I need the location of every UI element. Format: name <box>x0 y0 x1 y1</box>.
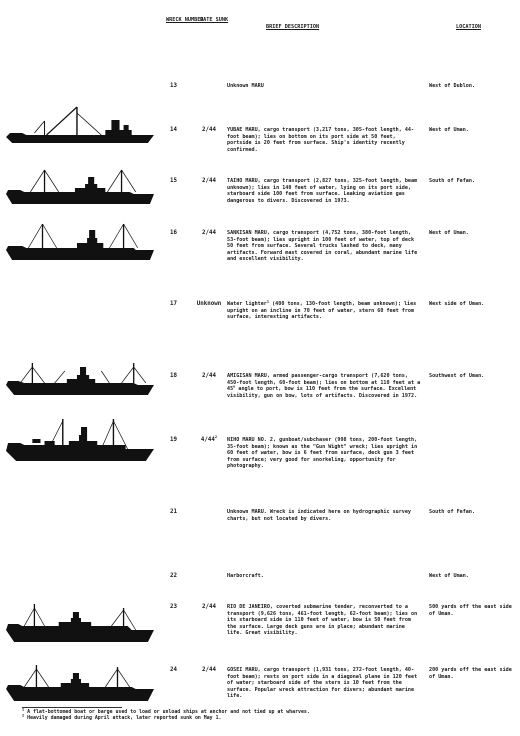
cargo-ship-silhouette-icon <box>4 218 156 266</box>
footnote-divider <box>22 707 122 708</box>
date-sunk: 2/44 <box>202 604 216 610</box>
wreck-number: 24 <box>170 667 177 673</box>
date-sunk: 2/44 <box>202 230 216 236</box>
wreck-number: 23 <box>170 604 177 610</box>
footnote-mark: 1 <box>22 707 25 712</box>
date-sunk: 2/44 <box>202 373 216 379</box>
wreck-description: Unknown MARU. Wreck is indicated here on hydrographic survey charts, but not located by divers. <box>227 509 412 522</box>
wreck-number: 21 <box>170 509 177 515</box>
wreck-number: 15 <box>170 178 177 184</box>
wreck-location: West of Uman. <box>429 127 469 133</box>
wreck-location: 500 yards off the east side of Uman. <box>429 604 512 617</box>
wreck-number: 13 <box>170 83 177 89</box>
date-sunk: 2/44 <box>202 178 216 184</box>
wreck-number: 18 <box>170 373 177 379</box>
wreck-description: YUBAE MARU, cargo transport (3,217 tons, 305-foot length, 44-foot beam); lies on bottom on its port side at 50 feet, portside is 20 feet from surface. Ship's identity recently confirmed. <box>227 127 415 153</box>
header-date-sunk: DATE SUNK <box>200 17 229 23</box>
footnote-text: Heavily damaged during April attack, later reported sunk on May 1. <box>27 715 222 721</box>
footnote-mark: 1 <box>266 299 270 304</box>
footnotes <box>22 707 502 721</box>
wreck-description: Unknown MARU <box>227 83 264 89</box>
description-prefix: AMIGISAN MARU, armed passenger-cargo transport (7,620 tons, 450-foot length, 60-foot beam); lies on bottom at 110 feet at a 45 <box>227 373 421 393</box>
wreck-description: GOSEI MARU, cargo transport (1,931 tons, 272-foot length, 40-foot beam); rests on port side in a diagonal plane in 120 feet of water; starboard side of the stern is 10 feet from the surface. Popular wreck attraction for divers; abundant marine life. <box>227 667 418 700</box>
footnote-mark: 2 <box>214 435 218 440</box>
wreck-location: 200 yards off the east side of Uman. <box>429 667 512 680</box>
date-sunk: Unknown <box>196 301 222 307</box>
footnote-mark: 2 <box>22 713 25 718</box>
wreck-description: NIHO MARU NO. 2, gunboat/subchaser (998 tons, 200-foot length, 35-foot beam); known as the "Gun Wight" wreck; lies upright in 60 feet of water, bow is 6 feet from surface, deck gun 3 feet from surface; very good for snorkeling, opportunity for photography. <box>227 437 418 470</box>
cargo-ship-silhouette-icon <box>4 164 156 212</box>
wreck-description <box>227 373 421 399</box>
date-sunk <box>196 437 222 443</box>
wreck-location: West side of Uman. <box>429 301 485 307</box>
wreck-number: 17 <box>170 301 177 307</box>
wreck-description: Harborcraft. <box>227 573 264 579</box>
wreck-location: West of Uman. <box>429 573 469 579</box>
footnote-2 <box>22 715 502 721</box>
date-value: 4/44 <box>200 437 215 443</box>
wreck-location: Southwest of Uman. <box>429 373 485 379</box>
description-rest: (400 tons, 130-foot length, beam unknown); lies upright on an incline in 70 feet of water, stern 60 feet from surface, interesting artifacts. <box>227 301 417 321</box>
header-wreck-number: WRECK NUMBER <box>166 17 204 23</box>
wreck-location: West of Uman. <box>429 230 469 236</box>
wreck-description <box>227 301 421 321</box>
wreck-description: SANKISAN MARU, cargo transport (4,752 tons, 380-foot length, 53-foot beam); lies upright in 100 feet of water, top of deck 50 feet from surface. Several trucks lashed to deck, many artifacts. Forward mast covered in coral, abundant marine life and excellent visibility. <box>227 230 418 263</box>
footnote-text: A flat-bottomed boat or barge used to load or unload ships at anchor and not tied up at wharves. <box>27 709 310 715</box>
date-sunk: 2/44 <box>202 127 216 133</box>
date-sunk: 2/44 <box>202 667 216 673</box>
cargo-ship-silhouette-icon <box>4 103 156 151</box>
wreck-location: West of Dublon. <box>429 83 476 89</box>
wreck-description: RIO DE JANEIRO, coverted submarine tender, reconverted to a transport (9,626 tons, 461-foot length, 62-foot beam); lies on its starboard side in 110 feet of water, bow is 50 feet from the surface. Large deck guns are in place; abundant marine life. Great visibility. <box>227 604 418 637</box>
gunboat-silhouette-icon <box>4 415 156 463</box>
passenger-cargo-silhouette-icon <box>4 363 156 411</box>
wreck-description: TAIHO MARU, cargo transport (2,827 tons, 325-foot length, beam unknown); lies in 140 feet of water, lying on its port side, starboard side 100 feet from surface. Leaking aviation gas dangerous to divers. Discovered in 1973. <box>227 178 418 204</box>
description-prefix: Water lighter <box>227 301 267 307</box>
wreck-number: 14 <box>170 127 177 133</box>
header-location: LOCATION <box>456 24 481 30</box>
wreck-location: South of Fefan. <box>429 509 476 515</box>
wreck-location: South of Fefan. <box>429 178 476 184</box>
wreck-number: 16 <box>170 230 177 236</box>
description-rest: angle to port, bow is 110 feet from the surface. Excellent visibility, gun on bow, lots of artifacts. Discovered in 1972. <box>227 386 418 399</box>
header-brief-description: BRIEF DESCRIPTION <box>266 24 320 30</box>
cargo-ship-silhouette-icon <box>4 665 156 713</box>
tender-silhouette-icon <box>4 604 156 652</box>
wreck-number: 22 <box>170 573 177 579</box>
degree-mark: o <box>233 384 236 389</box>
wreck-number: 19 <box>170 437 177 443</box>
